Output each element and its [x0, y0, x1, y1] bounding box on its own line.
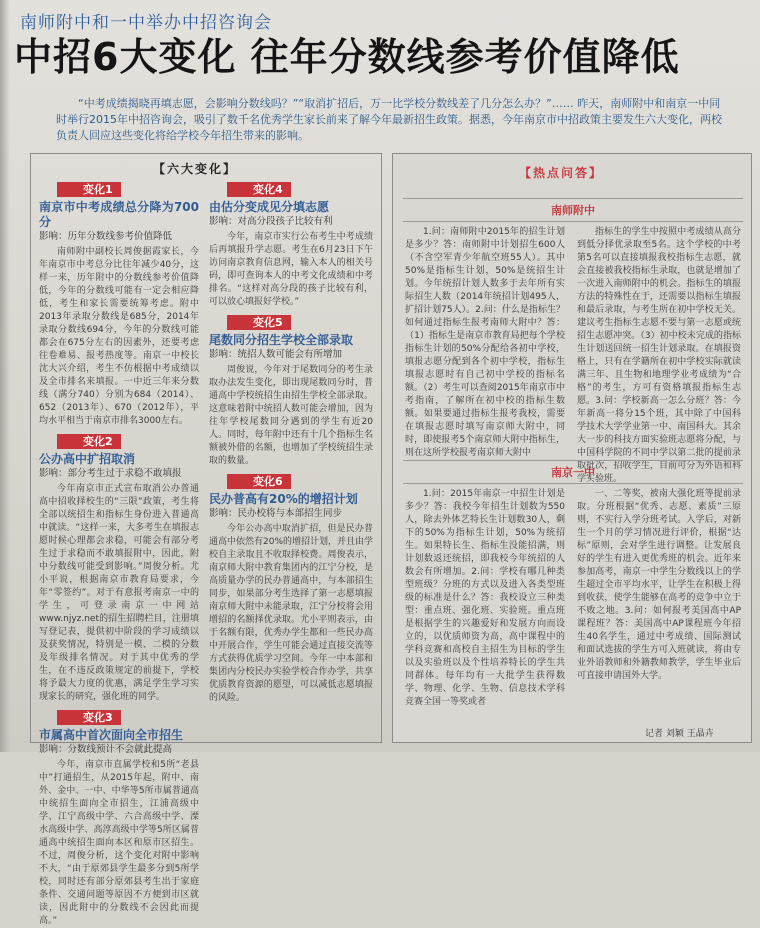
left-column — [39, 178, 199, 926]
right-column — [209, 178, 373, 738]
change3-title: 市属高中首次面向全市招生 — [39, 728, 184, 742]
change2-tag: 变化2 — [57, 434, 121, 449]
change5-title: 尾数同分招生学校全部录取 — [209, 333, 354, 347]
change5-impact: 影响：统招人数可能会有所增加 — [209, 349, 343, 360]
change1-title: 南京市中考成绩总分降为700分 — [39, 200, 199, 229]
page-fold-shadow — [0, 0, 10, 752]
change2-body: 今年南京市正式宣布取消公办普通高中招收择校生的“三限”政策，考生将全部以统招生和指标生身份进入普通高中就读。“这样一来，大多考生在填报志愿时候心理都会求稳，可能会有部分考生过于求稳而不敢填报附中，因此，附中分数线可能受到影响。”周俊分析。尤小平说，根据南京市教育局要求，今年“零签约”。对于有意报考南京一中的学生，可登录南京一中网站www.njyz.net的招生招聘栏目，注册填写登记表，提供初中阶段的学习成绩以及获奖情况，特别是一模、二模的分数及年级排名情况。对于其中优秀的学生，在不违反政策规定的前提下，学校将予最大力度的优惠，满足学生学习实现家长的研究，强化班的同学。 — [39, 484, 199, 702]
change2-impact: 影响：部分考生过于求稳不敢填报 — [39, 468, 182, 479]
change1-impact: 影响：历年分数线参考价值降低 — [39, 231, 173, 242]
change3-tag: 变化3 — [57, 710, 121, 725]
change6-tag: 变化6 — [227, 474, 291, 489]
reporter-credit: 记者 刘颖 王晶卉 — [645, 729, 714, 739]
school1-qa-left: 1.问：南师附中2015年的招生计划是多少？答：南师附中计划招生600人（不含空军青少年航空班55人）。其中50%是指标生计划，50%是统招生计划。今年统招计划人数多于去年所有实际招生人数（2014年统招计划495人，扩招计划75人）。2.问：什么是指标生？如何通过指标生报考南师大附中？答：（1）指标生是南京市教育局把每个学校指标生计划的50%分配给各初中学校，填报志愿分配到各个初中学校，指标生填报志愿时有自己初中学校的指标名额。（2）考生可以查阅2015年南京市中考指南，了解所在初中校的指标生数额。如果要通过指标生报考我校，需要在填报志愿时填写南京师大附中，同时，即使报考5个南京师大附中指标生，则在这所学校报考南京师大附中 — [405, 227, 565, 458]
lead-paragraph: “中考成绩揭晓再填志愿，会影响分数线吗？”“取消扩招后，万一比学校分数线差了几分怎么办？”…… 昨天，南师附中和南京一中同时举行2015年中招咨询会，吸引了数千名优秀学生家长前来了解今年最新招生政策。据悉，今年南京市中招政策主要发生六大变化，两校负责人回应这些变化将给学校今年招生带来的影响。 — [56, 97, 722, 142]
change3-impact: 影响：分数线预计不会就此提高 — [39, 744, 173, 755]
change5-tag: 变化5 — [227, 315, 291, 330]
school2-qa-right: 一、二等奖，被南大强化班等提前录取。分班根据“优秀、志愿、素质”三原则，不实行入学分班考试。入学后，对新生一个月的学习情况进行评价，根据“达标”原则，会对学生进行调整。让发展良好的学生有进入更优秀班的机会。近年来参加高考，南京一中学生分数线以上的学生超过全市平均水平，让学生在积极上得到收获，使学生能够在高考的竞争中立于不败之地。3.问：如何报考美国高中AP课程班？答：美国高中AP课程班今年招生40名学生，通过中考成绩、国际测试和面试选拔的学生方可入班就读，将由专业外语教师和外籍教师教学，学生毕业后可直接申请国外大学。 — [577, 489, 741, 681]
change1-body: 南师附中副校长周俊据霞家长，今年南京市中考总分比往年减少40分，这样一来，历年附中的分数线参考价值降低，今年的分数线可能有一定会相应降低，考生和家长需要统筹考虑。附中2013年录取分数线是685分，2014年录取分数线694分，今年的分数线可能都会在675分左右的因素外，还要考虑往卷难易、报考热度等。南京一中校长沈大兴介绍，考生不仿根据中考成绩以及全市排名来填报。一中近三年来分数线（满分740）分别为684（2014）、652（2013年）、670（2012年），平均水平相当于南京市排名3000左右。 — [39, 247, 199, 426]
change4-impact: 影响：对高分段孩子比较有利 — [209, 216, 333, 227]
six-changes-box — [30, 153, 382, 926]
change5-body: 周俊说，今年对于尾数同分的考生录取办法发生变化，即出现尾数同分时，普通高中学校统招生由招生学校全部录取。这意味着附中统招人数可能会增加，因为往年学校尾数同分遇到的学生有近20人。同时，每年附中还有十几个指标生名额被外借的名额，也增加了学校统招生录取的数量。 — [209, 365, 373, 466]
hot-qa-box — [392, 153, 752, 743]
change2-title: 公办高中扩招取消 — [39, 452, 136, 466]
school2-qa-left: 1.问：2015年南京一中招生计划是多少？答：我校今年招生计划数为550人，除去外体艺特长生计划数30人，剩下的50%为指标生计划，50%为统招生。如果特长生、指标生没能招满，则计划数返还统招，即我校今年统招的人数会有所增加。2.问：学校有哪几种类型班级？分班的方式以及进入各类型班级的标准是什么？答：我校设立三种类型：重点班、强化班、实验班。重点班是根据学生的兴趣爱好和发展方向而设立的，以优质师资为高，高中课程中的学科竞赛和高校自主招生为目标的学生以及实验班以及个性培养特长的学生共同群体。每年均有一大批学生获得数学、物理、化学、生物、信息技术学科竞赛全国一等奖或者 — [405, 489, 565, 707]
school1-heading: 南师附中 — [403, 198, 743, 222]
kicker: 南师附中和一中举办中招咨询会 — [20, 13, 272, 33]
change6-title: 民办普高有20%的增招计划 — [209, 492, 358, 506]
change4-tag: 变化4 — [227, 182, 291, 197]
change6-impact: 影响：民办校将与本部招生同步 — [209, 508, 343, 519]
change6-body: 今年公办高中取消扩招，但是民办普通高中依然有20%的增招计划，并且由学校自主录取且不收取择校费。周俊表示，南京师大附中教育集团内的江宁分校，是高质量办学的民办普通高中，与本部招生同步，如果部分考生选择了第一志愿填报南京师大附中未能录取，江宁分校将会用增招的名额择优录取。尤小平则表示，由于名额有限，优秀办学生都和一些民办高中开展合作，学生可能会通过直接交流等方式获得优质学习空间。今年一中本部和集团内分校民办实验学校合作办学，共享优质教育资源的愿望，可以减低志愿填报的风险。 — [209, 524, 374, 703]
headline: 中招6大变化 往年分数线参考价值降低 — [14, 35, 680, 79]
change4-body: 今年，南京市实行公布考生中考成绩后再填报升学志愿。考生在6月23日下午访问南京教育信息网，输入本人的相关号码，即可查询本人的中考文化成绩和中考排名。“这样对高分段的孩子比较有利，可以放心填报好学校。” — [209, 232, 373, 307]
change3-body: 今年，南京市直属学校和5所“老县中”打通招生，从2015年起，附中、南外、金中、一中、中华等5所市属普通高中统招生面向全市招生，江浦高级中学、江宁高级中学、六合高级中学、溧水高级中学、高淳高级中学等5所区属普通高中统招生面向本区和原市区招生。不过，周俊分析，这个变化对附中影响不大，“由于原郊县学生最多分到5所学校，同时还有部分原郊县考生出于家庭条件、交通问题等原因不方便到市区就读，因此附中的分数线不会因此而提高。” — [39, 760, 199, 926]
school2-heading: 南京一中 — [403, 460, 743, 484]
change1-tag: 变化1 — [57, 182, 121, 197]
hot-qa-title: 【热点问答】 — [519, 166, 604, 180]
school1-qa-right: 指标生的学生中按照中考成绩从高分到低分择优录取至5名。这个学校的中考第5名可以直接填报我校指标生志愿，就会直接被我校指标生录取，也就是增加了一次进入南师附中的机会。指标生的填报方法的特殊性在于，还需要以指标生填报和最后录取，与考生所在初中学校无关。建议考生指标生志愿不要与第一志愿或统招生志愿冲突。（3）初中校未完成的指标生计划送回统一招生计划录取。在填报资格上，只有在学籍所在初中学校实际就读满三年、且生物和地理学业考成绩为“合格”的考生，方可有资格填报指标生志愿。3.问：学校新高一怎么分班？答：今年新高一将分15个班，其中除了中国科学技术大学学业第一中、南国科大。其余大一步的科技方面实验班志愿将分配，与中国科学院的不同中学以第二批的提前录取批次，招收学生，目前可分为外语和科学实验班。 — [577, 227, 741, 484]
six-changes-title: 【六大变化】 — [153, 162, 238, 176]
change4-title: 由估分变成见分填志愿 — [209, 200, 330, 214]
